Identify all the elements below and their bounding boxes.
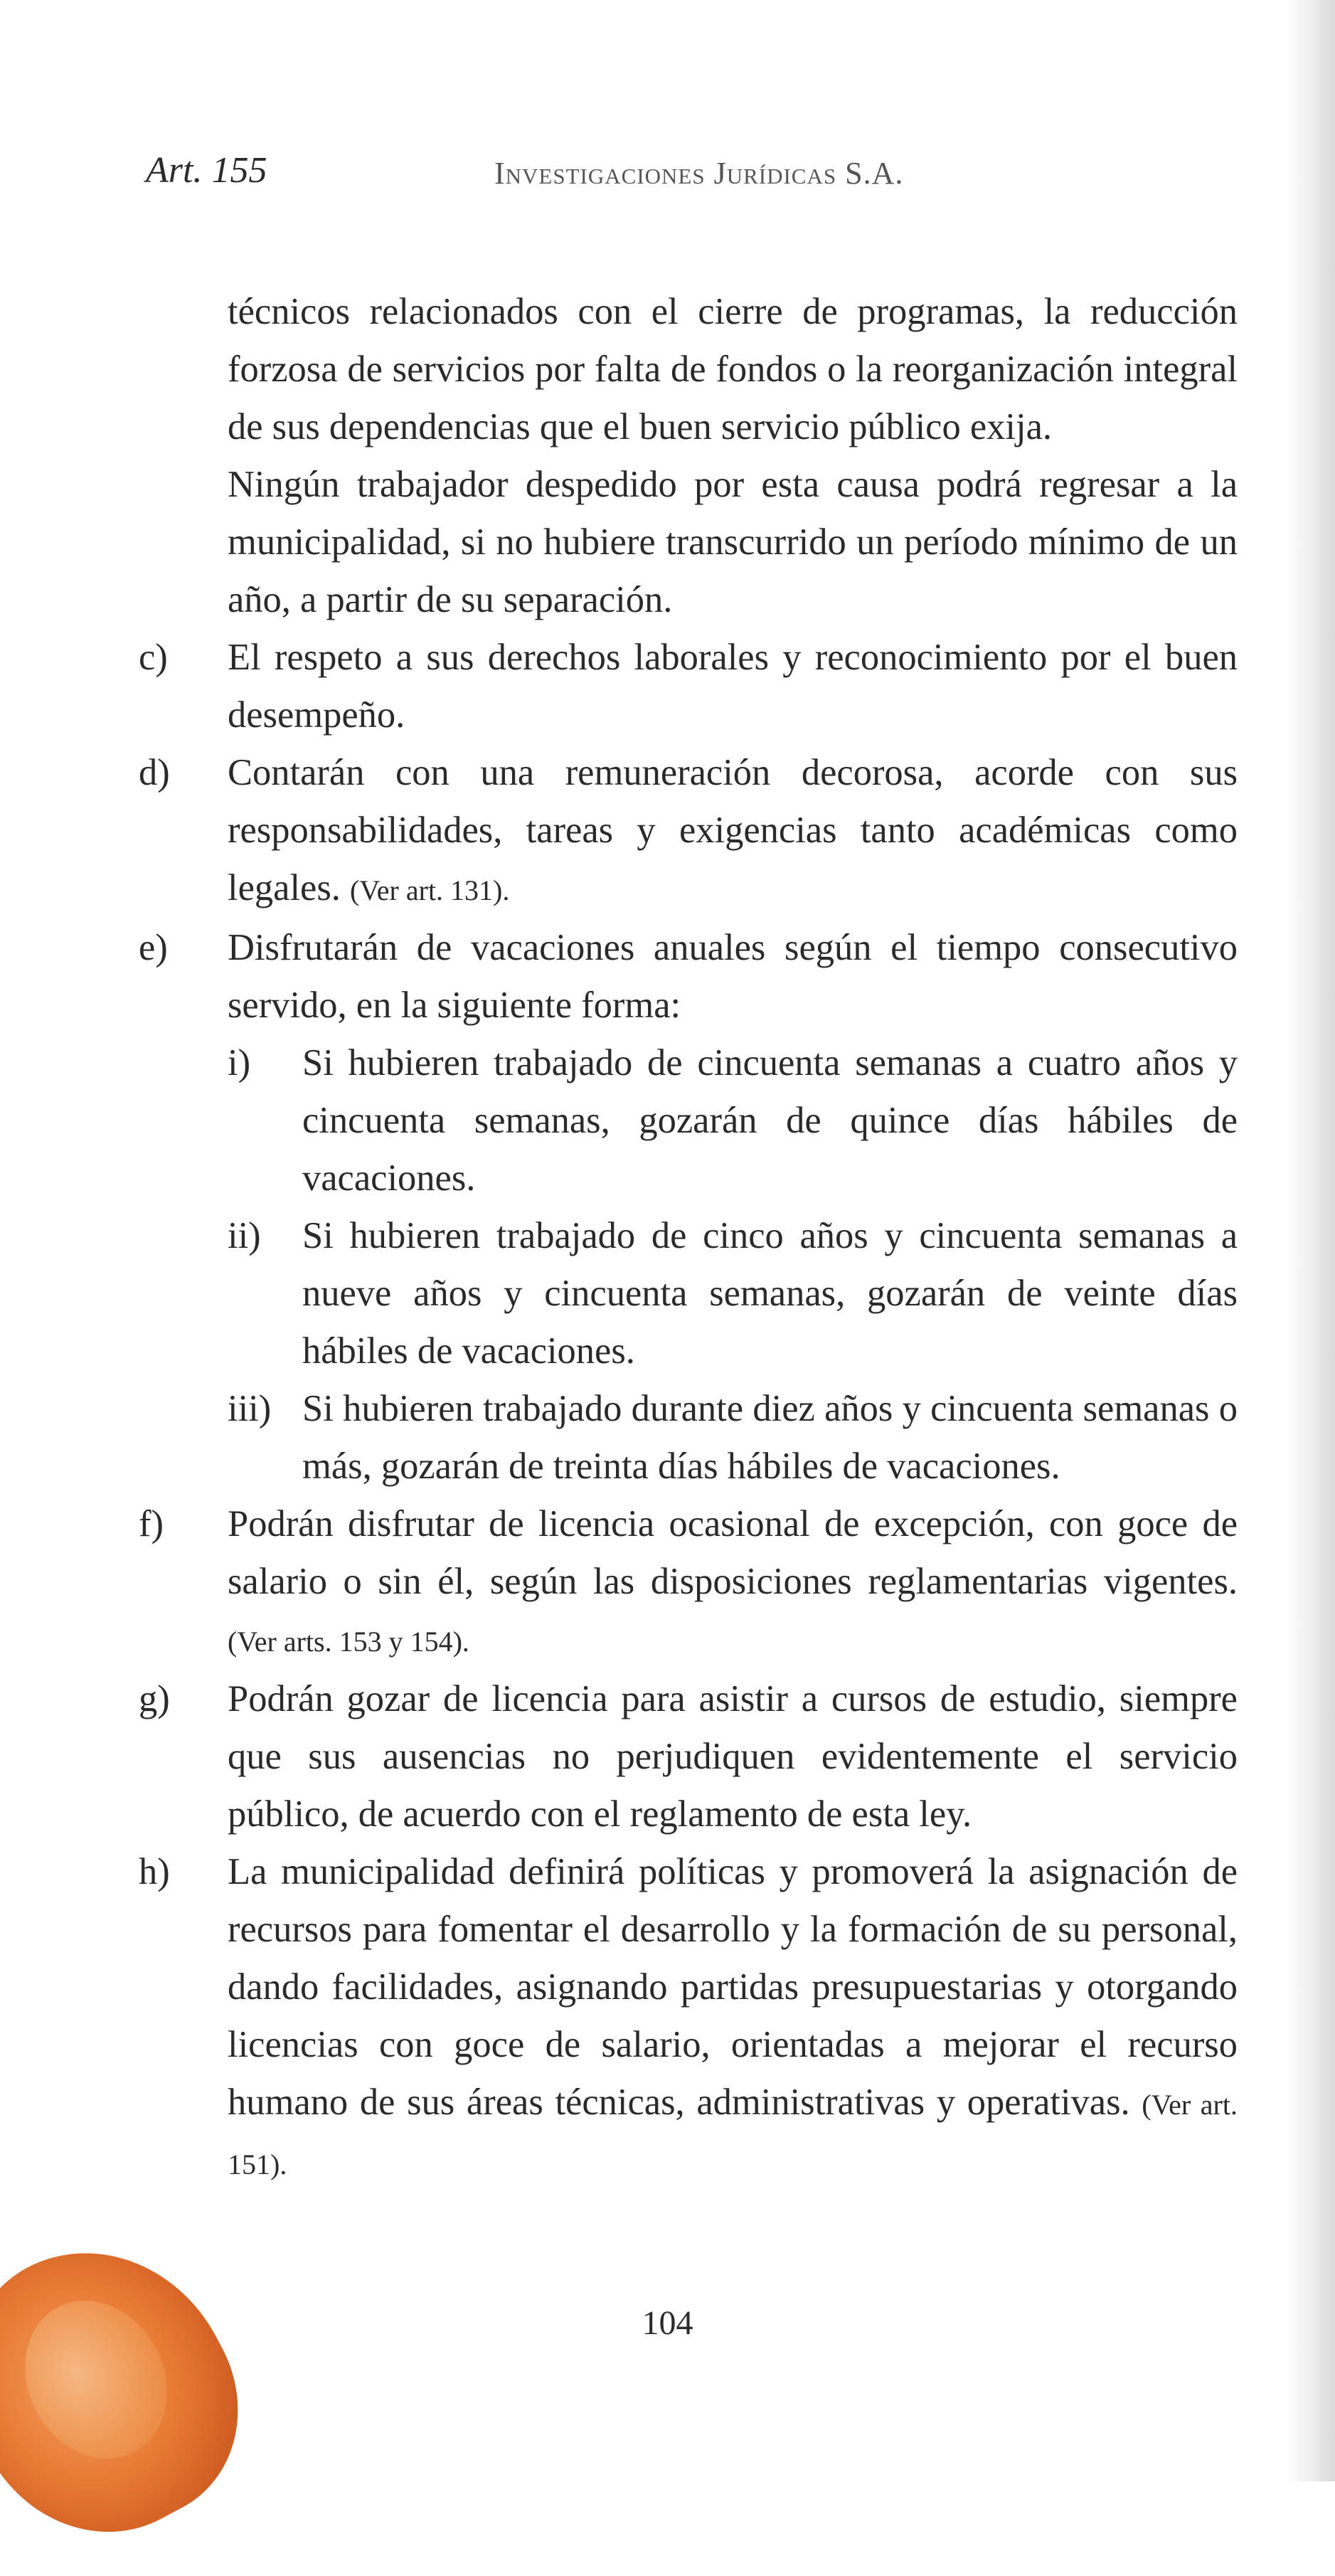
sub-item-text: Si hubieren trabajado durante diez años y cincuenta semanas o más, gozarán de treinta días hábiles de vacaciones.	[302, 1388, 1238, 1487]
cross-reference: (Ver art. 131).	[350, 874, 510, 906]
running-head: Investigaciones Jurídicas S.A.	[494, 156, 904, 191]
list-item-body	[228, 919, 1238, 1495]
list-marker: h)	[139, 1851, 170, 1892]
list-item-text: El respeto a sus derechos laborales y reconocimiento por el buen desempeño.	[228, 637, 1238, 736]
sub-item-iii	[228, 1380, 1238, 1495]
page-header	[146, 149, 1241, 206]
page-edge-shadow	[1285, 0, 1335, 2481]
list-item-body	[228, 1495, 1238, 1670]
continuation-paragraph: técnicos relacionados con el cierre de programas, la reducción forzosa de servicios por falta de fondos o la reorganización integral de sus dependencias que el buen servicio público exija.	[228, 291, 1238, 447]
list-item-text: Contarán con una remuneración decorosa, acorde con sus responsabilidades, tareas y exigencias tanto académicas como legales.	[228, 752, 1238, 908]
sub-marker: iii)	[228, 1388, 272, 1429]
list-marker: g)	[139, 1678, 170, 1719]
list-item-h	[139, 1843, 1238, 2193]
sub-marker: ii)	[228, 1215, 261, 1256]
page-body	[139, 283, 1238, 2193]
list-item-d	[139, 744, 1238, 919]
sub-item-text: Si hubieren trabajado de cinco años y cincuenta semanas a nueve años y cincuenta semanas, gozarán de veinte días hábiles de vacaciones.	[302, 1215, 1238, 1372]
continuation-paragraph-2: Ningún trabajador despedido por esta causa podrá regresar a la municipalidad, si no hubiere transcurrido un período mínimo de un año, a partir de su separación.	[228, 464, 1238, 620]
list-item-body	[228, 744, 1238, 919]
sub-item-ii	[228, 1207, 1238, 1380]
list-item-f	[139, 1495, 1238, 1670]
sub-item-i	[228, 1034, 1238, 1207]
list-item-c	[139, 629, 1238, 744]
list-item-g	[139, 1670, 1238, 1843]
list-marker: c)	[139, 637, 168, 678]
list-marker: e)	[139, 927, 168, 968]
list-item-text: La municipalidad definirá políticas y promoverá la asignación de recursos para fomentar el desarrollo y la formación de su personal, dando facilidades, asignando partidas presupuestarias y otorgando licencias con goce de salario, orientadas a mejorar el recurso humano de sus áreas técnicas, administrativas y operativas.	[228, 1851, 1238, 2123]
list-marker: f)	[139, 1503, 164, 1544]
list-item-body	[228, 1843, 1238, 2193]
cross-reference: (Ver arts. 153 y 154).	[228, 1626, 469, 1658]
list-marker: d)	[139, 752, 170, 793]
list-item-e	[139, 919, 1238, 1495]
page-number: 104	[642, 2304, 693, 2342]
list-item-text: Podrán gozar de licencia para asistir a cursos de estudio, siempre que sus ausencias no perjudiquen evidentemente el servicio público, de acuerdo con el reglamento de esta ley.	[228, 1678, 1238, 1835]
sub-item-text: Si hubieren trabajado de cincuenta semanas a cuatro años y cincuenta semanas, gozarán de quince días hábiles de vacaciones.	[302, 1042, 1238, 1199]
list-item-text: Disfrutarán de vacaciones anuales según el tiempo consecutivo servido, en la siguiente forma:	[228, 927, 1238, 1026]
cross-reference: (Ver art. 151).	[228, 2089, 1238, 2180]
article-number: Art. 155	[146, 150, 267, 191]
sub-marker: i)	[228, 1042, 251, 1083]
list-item-text: Podrán disfrutar de licencia ocasional de excepción, con goce de salario o sin él, según las disposiciones reglamentarias vigentes.	[228, 1503, 1238, 1602]
